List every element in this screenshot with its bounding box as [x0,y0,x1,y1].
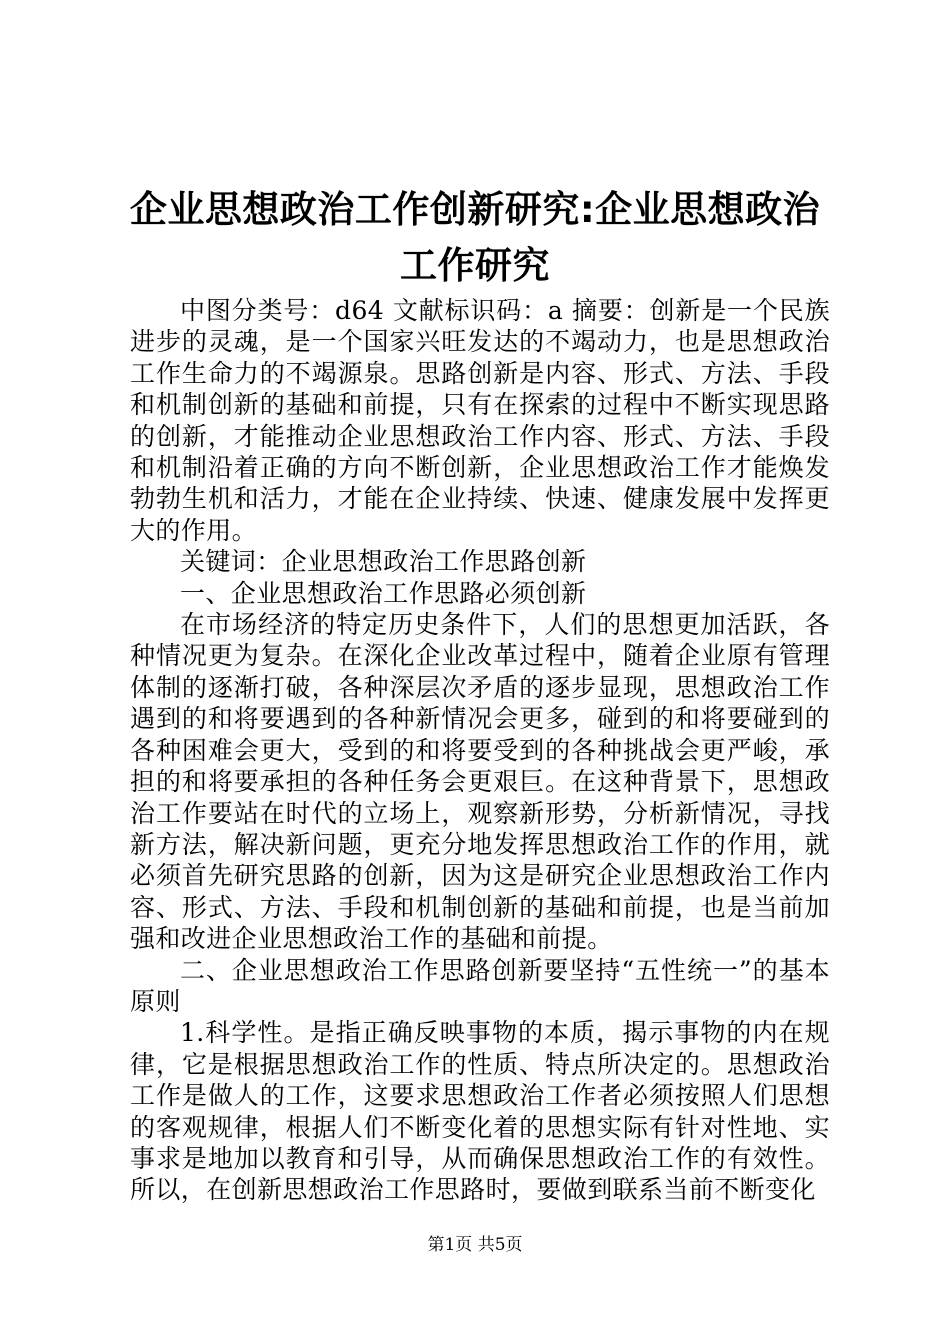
abstract-paragraph: 中图分类号：d64 文献标识码：a 摘要：创新是一个民族进步的灵魂，是一个国家兴旺发达的不竭动力，也是思想政治工作生命力的不竭源泉。思路创新是内容、形式、方法、手段和机制创新的基础和前提，只有在探索的过程中不断实现思路的创新，才能推动企业思想政治工作内容、形式、方法、手段和机制沿着正确的方向不断创新，企业思想政治工作才能焕发勃勃生机和活力，才能在企业持续、快速、健康发展中发挥更大的作用。 [130,296,830,545]
keywords-paragraph: 关键词：企业思想政治工作思路创新 [180,547,587,577]
body-paragraph: 在市场经济的特定历史条件下，人们的思想更加活跃，各种情况更为复杂。在深化企业改革过程中，随着企业原有管理体制的逐渐打破，各种深层次矛盾的逐步显现，思想政治工作遇到的和将要遇到的各种新情况会更多，碰到的和将要碰到的各种困难会更大，受到的和将要受到的各种挑战会更严峻，承担的和将要承担的各种任务会更艰巨。在这种背景下，思想政治工作要站在时代的立场上，观察新形势，分析新情况，寻找新方法，解决新问题，更充分地发挥思想政治工作的作用，就必须首先研究思路的创新，因为这是研究企业思想政治工作内容、形式、方法、手段和机制创新的基础和前提，也是当前加强和改进企业思想政治工作的基础和前提。 [130,610,830,954]
document-title: 企业思想政治工作创新研究:企业思想政治工作研究 [129,188,821,287]
section-heading-1: 一、企业思想政治工作思路必须创新 [180,578,587,608]
section-heading-2: 二、企业思想政治工作思路创新要坚持“五性统一”的基本原则 [130,955,830,1016]
page-footer: 第1页 共5页 [427,1235,523,1255]
document-body [130,295,830,1206]
body-paragraph: 1.科学性。是指正确反映事物的本质，揭示事物的内在规律，它是根据思想政治工作的性质、特点所决定的。思想政治工作是做人的工作，这要求思想政治工作者必须按照人们思想的客观规律，根据人们不断变化着的思想实际有针对性地、实事求是地加以教育和引导，从而确保思想政治工作的有效性。所以，在创新思想政治工作思路时，要做到联系当前不断变化 [130,1018,830,1205]
